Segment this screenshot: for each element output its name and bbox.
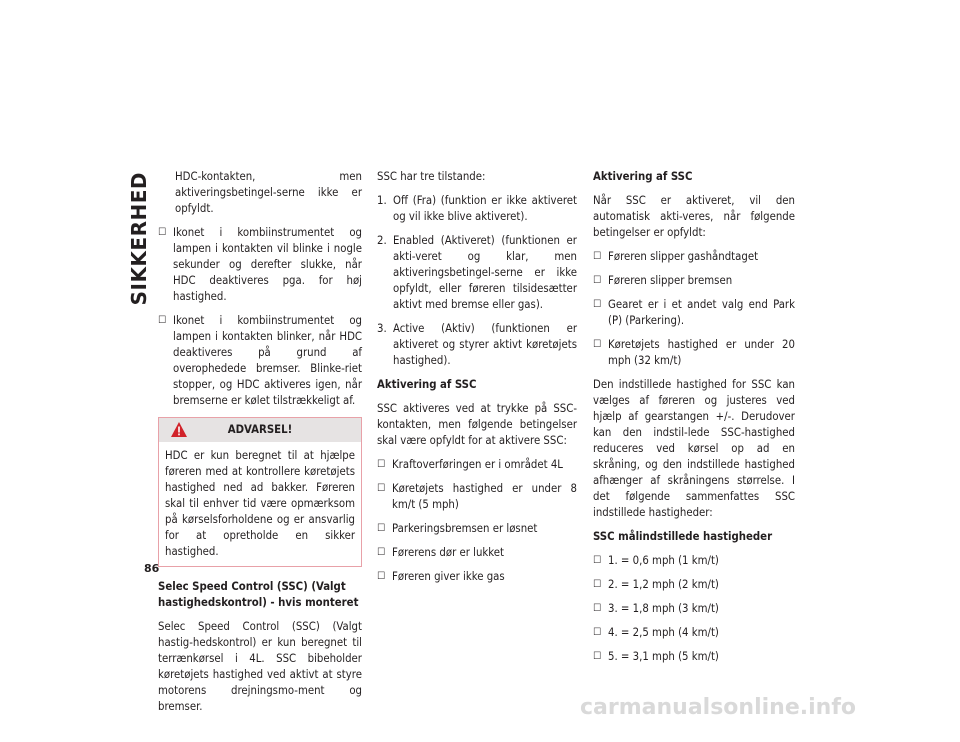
numbered-item [377, 193, 577, 225]
column-3 [593, 169, 795, 673]
body-paragraph: Når SSC er aktiveret, vil den automatisk akti-veres, når følgende betingelser er opfyldt: [593, 194, 795, 239]
checkbox-bullet-icon: ☐ [377, 523, 386, 534]
column-1 [158, 169, 362, 723]
page-number: 86 [144, 562, 160, 575]
checkbox-bullet-icon: ☐ [593, 651, 602, 662]
list-item-text: Ikonet i kombiinstrumentet og lampen i kontakten blinker, når HDC deaktiveres på grund af overophedede bremser. Blinke-riet stopper, og HDC aktiveres igen, når bremserne er kølet tilstrækkeligt af. [173, 314, 362, 407]
speed-text: 4. = 2,5 mph (4 km/t) [608, 626, 719, 639]
checkbox-bullet-icon: ☐ [158, 315, 167, 326]
list-item [377, 521, 577, 537]
numbered-item [377, 233, 577, 313]
checkbox-bullet-icon: ☐ [593, 339, 602, 350]
speed-item [593, 625, 795, 641]
numbered-item [377, 321, 577, 369]
list-item-text: Førerens dør er lukket [392, 546, 504, 559]
item-number: 3. [377, 322, 387, 335]
item-text: Enabled (Aktiveret) (funktionen er akti-veret og klar, men aktiveringsbetingel-serne er ikke opfyldt, eller føreren tilsidesætter aktivt med bremse eller gas). [393, 234, 577, 311]
list-item [593, 273, 795, 289]
speed-text: 1. = 0,6 mph (1 km/t) [608, 554, 719, 567]
list-item [377, 545, 577, 561]
checkbox-bullet-icon: ☐ [377, 459, 386, 470]
checkbox-bullet-icon: ☐ [377, 483, 386, 494]
body-paragraph: Den indstillede hastighed for SSC kan vælges af føreren og justeres ved hjælp af gearstangen +/-. Derudover kan den indstil-lede SSC-hastighed reduceres ved kørsel op ad en skråning, og den indstillede hastighed afhænger af skråningens størrelse. I det følgende sammenfattes SSC indstillede hastigheder: [593, 378, 795, 519]
list-item-text: Føreren giver ikke gas [392, 570, 505, 583]
list-item [158, 313, 362, 409]
checkbox-bullet-icon: ☐ [593, 299, 602, 310]
list-item-text: Føreren slipper gashåndtaget [608, 250, 759, 263]
checkbox-bullet-icon: ☐ [593, 603, 602, 614]
intro-text: SSC har tre tilstande: [377, 170, 486, 183]
warning-text: HDC er kun beregnet til at hjælpe føreren med at kontrollere køretøjets hastighed ned ad bakker. Føreren skal til enhver tid være opmærksom på kørselsforholdene og er ansvarlig for at opretholde en sikker hastighed. [165, 449, 355, 558]
checkbox-bullet-icon: ☐ [158, 227, 167, 238]
speed-item [593, 649, 795, 665]
list-item [593, 249, 795, 265]
item-text: Off (Fra) (funktion er ikke aktiveret og vil ikke blive aktiveret). [393, 194, 577, 223]
speed-text: 3. = 1,8 mph (3 km/t) [608, 602, 719, 615]
continued-text: HDC-kontakten, men aktiveringsbetingel-serne ikke er opfyldt. [175, 170, 362, 215]
section-heading: Aktivering af SSC [593, 170, 693, 183]
item-text: Active (Aktiv) (funktionen er aktiveret og styrer aktivt køretøjets hastighed). [393, 322, 577, 367]
list-item [593, 337, 795, 369]
column-2 [377, 169, 577, 593]
checkbox-bullet-icon: ☐ [593, 627, 602, 638]
list-item-text: Ikonet i kombiinstrumentet og lampen i kontakten vil blinke i nogle sekunder og derefter slukke, når HDC deaktiveres pga. for høj hastighed. [173, 226, 362, 303]
warning-title: ADVARSEL! [227, 423, 293, 436]
checkbox-bullet-icon: ☐ [593, 579, 602, 590]
speed-text: 5. = 3,1 mph (5 km/t) [608, 650, 719, 663]
watermark: carmanualsonline.info [580, 695, 856, 720]
speed-item [593, 553, 795, 569]
body-paragraph: SSC aktiveres ved at trykke på SSC-kontakten, men følgende betingelser skal være opfyldt for at aktivere SSC: [377, 402, 577, 447]
checkbox-bullet-icon: ☐ [593, 275, 602, 286]
warning-box [158, 417, 362, 567]
section-label: SIKKERHED [127, 172, 151, 306]
list-item-text: Føreren slipper bremsen [608, 274, 733, 287]
list-item-text: Køretøjets hastighed er under 20 mph (32 km/t) [608, 338, 795, 367]
list-item [593, 297, 795, 329]
checkbox-bullet-icon: ☐ [593, 555, 602, 566]
item-number: 1. [377, 194, 387, 207]
list-item-text: Køretøjets hastighed er under 8 km/t (5 mph) [392, 482, 577, 511]
item-number: 2. [377, 234, 387, 247]
checkbox-bullet-icon: ☐ [593, 251, 602, 262]
checkbox-bullet-icon: ☐ [377, 571, 386, 582]
list-item-text: Gearet er i et andet valg end Park (P) (Parkering). [608, 298, 795, 327]
speed-item [593, 577, 795, 593]
warning-header [159, 418, 361, 442]
list-item-text: Kraftoverføringen er i området 4L [392, 458, 563, 471]
list-item [377, 457, 577, 473]
subheading: SSC målindstillede hastigheder [593, 530, 773, 543]
list-item [377, 481, 577, 513]
body-paragraph: Selec Speed Control (SSC) (Valgt hastig-hedskontrol) er kun beregnet til terrænkørsel i 4L. SSC bibeholder køretøjets hastighed ved aktivt at styre motorens drejningsmo-ment og bremser. [158, 620, 362, 713]
list-item-text: Parkeringsbremsen er løsnet [392, 522, 538, 535]
section-heading: Aktivering af SSC [377, 378, 477, 391]
list-item [158, 225, 362, 305]
speed-text: 2. = 1,2 mph (2 km/t) [608, 578, 719, 591]
speed-item [593, 601, 795, 617]
checkbox-bullet-icon: ☐ [377, 547, 386, 558]
list-item [377, 569, 577, 585]
section-heading: Selec Speed Control (SSC) (Valgt hastighedskontrol) - hvis monteret [158, 580, 359, 609]
warning-triangle-icon [171, 422, 187, 437]
